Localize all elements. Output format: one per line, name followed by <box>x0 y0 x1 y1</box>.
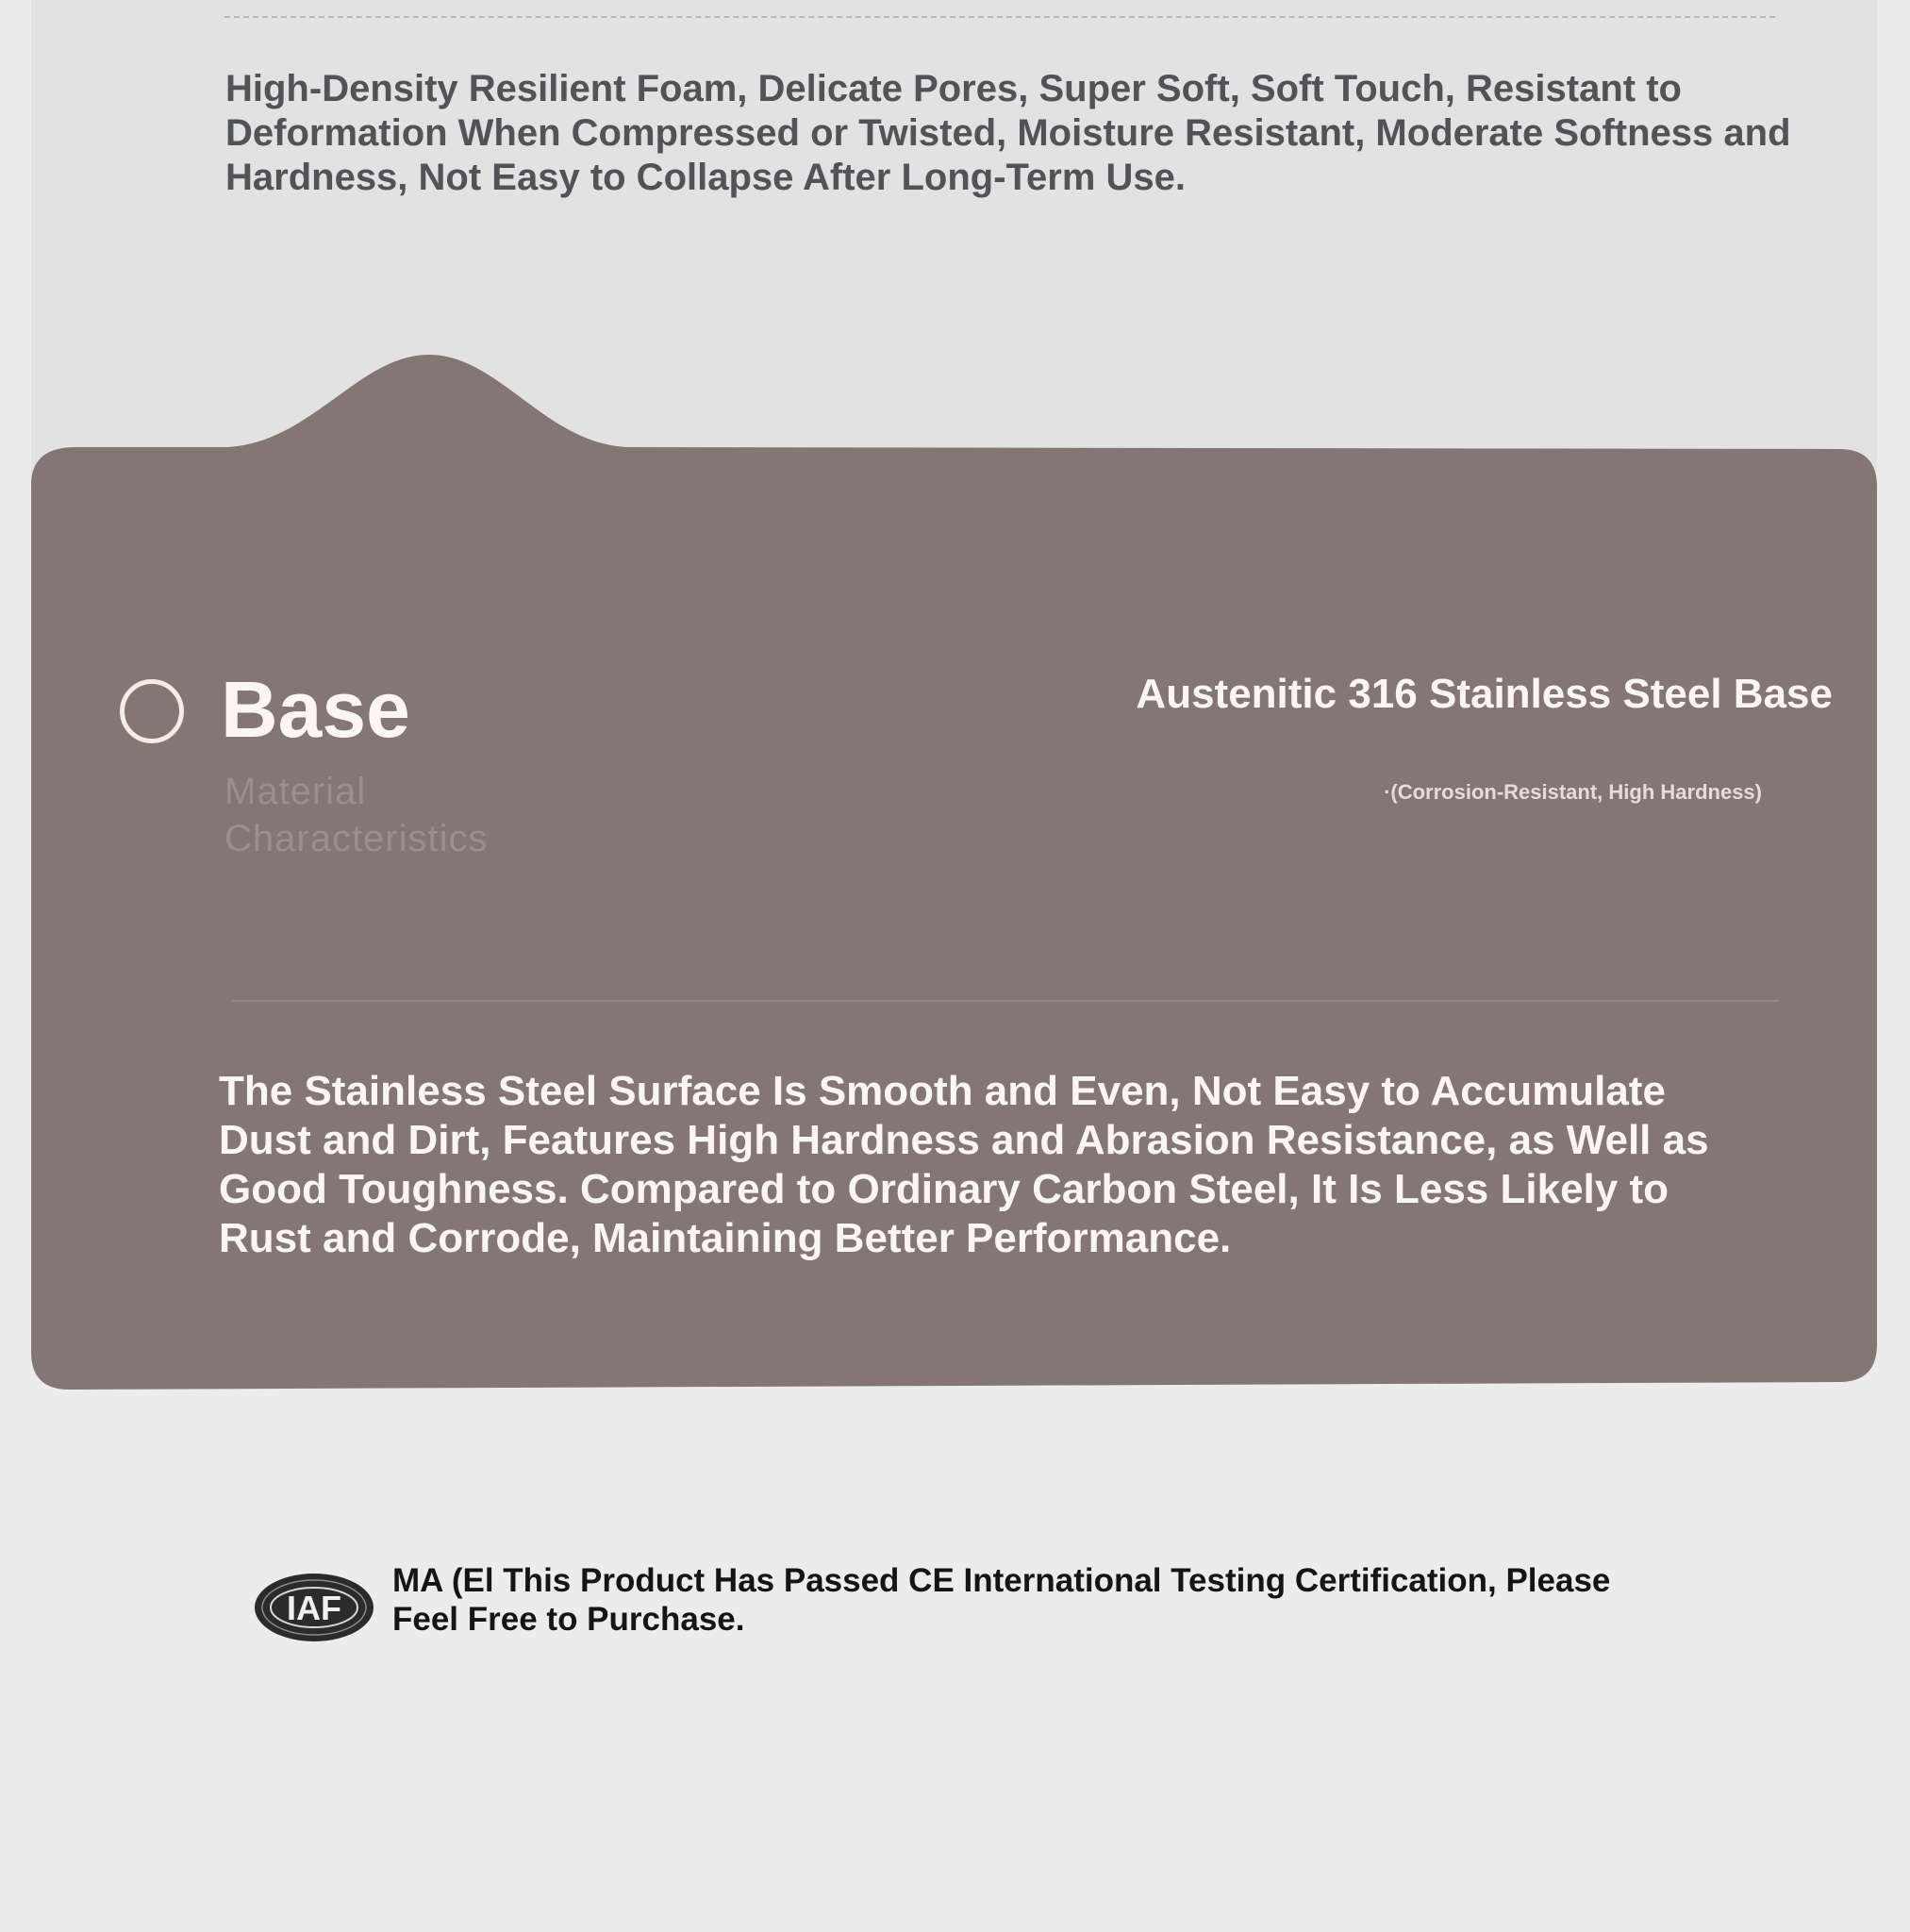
certification-text: MA (El This Product Has Passed CE International Testing Certification, Please Feel Free to Purchase. <box>392 1562 1611 1638</box>
material-name: Austenitic 316 Stainless Steel Base <box>1136 671 1833 717</box>
circle-icon <box>120 679 184 743</box>
material-note: ·(Corrosion-Resistant, High Hardness) <box>1384 780 1762 804</box>
iaf-badge-icon <box>254 1573 374 1642</box>
iaf-logo-text: IAF <box>287 1589 341 1627</box>
section-title: Base <box>221 665 410 754</box>
base-divider <box>232 1000 1779 1002</box>
foam-description: High-Density Resilient Foam, Delicate Pores, Super Soft, Soft Touch, Resistant to Deformation When Compressed or Twisted, Moisture Resistant, Moderate Softness and Hardness, Not Easy to Collapse After Long-Term Use. <box>225 68 1791 198</box>
steel-description: The Stainless Steel Surface Is Smooth and Even, Not Easy to Accumulate Dust and Dirt, Features High Hardness and Abrasion Resistance, as Well as Good Toughness. Compared to Ordinary Carbon Steel, It Is Less Likely to Rust and Corrode, Maintaining Better Performance. <box>219 1068 1709 1261</box>
section-subtitle: Material Characteristics <box>224 771 489 859</box>
